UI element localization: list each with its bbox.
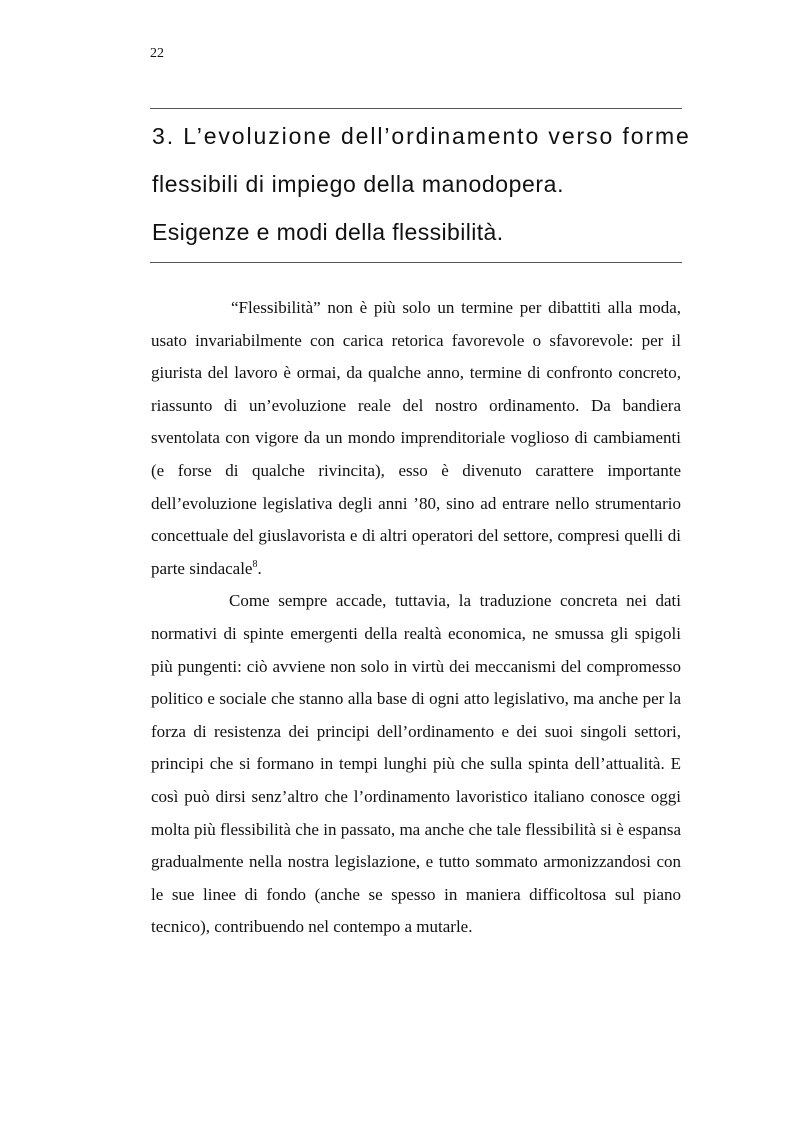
paragraph-2: Come sempre accade, tuttavia, la traduzione concreta nei dati normativi di spinte emergenti della realtà economica, ne smussa gli spigoli più pungenti: ciò avviene non solo in virtù dei meccanismi del compromesso politico e sociale che stanno alla base di ogni atto legislativo, ma anche per la forza di resistenza dei principi dell’ordinamento e dei suoi singoli settori, principi che si formano in tempi lunghi più che sulla spinta dell’attualità. E così può dirsi senz’altro che l’ordinamento lavoristico italiano conosce oggi molta più flessibilità che in passato, ma anche che tale flessibilità si è espansa gradualmente nella nostra legislazione, e tutto sommato armonizzandosi con le sue linee di fondo (anche se spesso in maniera difficoltosa sul piano tecnico), contribuendo nel contempo a mutarle. xyxy=(151,591,681,937)
footnote-reference[interactable]: 8 xyxy=(252,558,258,570)
page-number: 22 xyxy=(150,46,164,61)
heading-bottom-rule xyxy=(150,262,682,263)
paragraph-1-text: “Flessibilità” non è più solo un termine per dibattiti alla moda, usato invariabilmente con carica retorica favorevole o sfavorevole: per il giurista del lavoro è ormai, da qualche anno, termine di confronto concreto, riassunto di un’evoluzione reale del nostro ordinamento. Da bandiera sventolata con vigore da un mondo imprenditoriale voglioso di cambiamenti (e forse di qualche rivincita), esso è divenuto carattere importante dell’evoluzione legislativa degli anni ’80, sino ad entrare nello strumentario concettuale del giuslavorista e di altri operatori del settore, compresi quelli di parte sindacale xyxy=(151,298,681,578)
paragraph-1 xyxy=(151,292,681,585)
heading-line-1: 3. L’evoluzione dell’ordinamento verso forme xyxy=(152,123,691,149)
heading-line-2: flessibili di impiego della manodopera. xyxy=(152,171,565,197)
paragraph-1-end: . xyxy=(257,558,262,578)
heading-top-rule xyxy=(150,108,682,109)
body-text xyxy=(151,292,681,944)
section-heading xyxy=(152,112,691,256)
heading-line-3: Esigenze e modi della flessibilità. xyxy=(152,219,504,245)
